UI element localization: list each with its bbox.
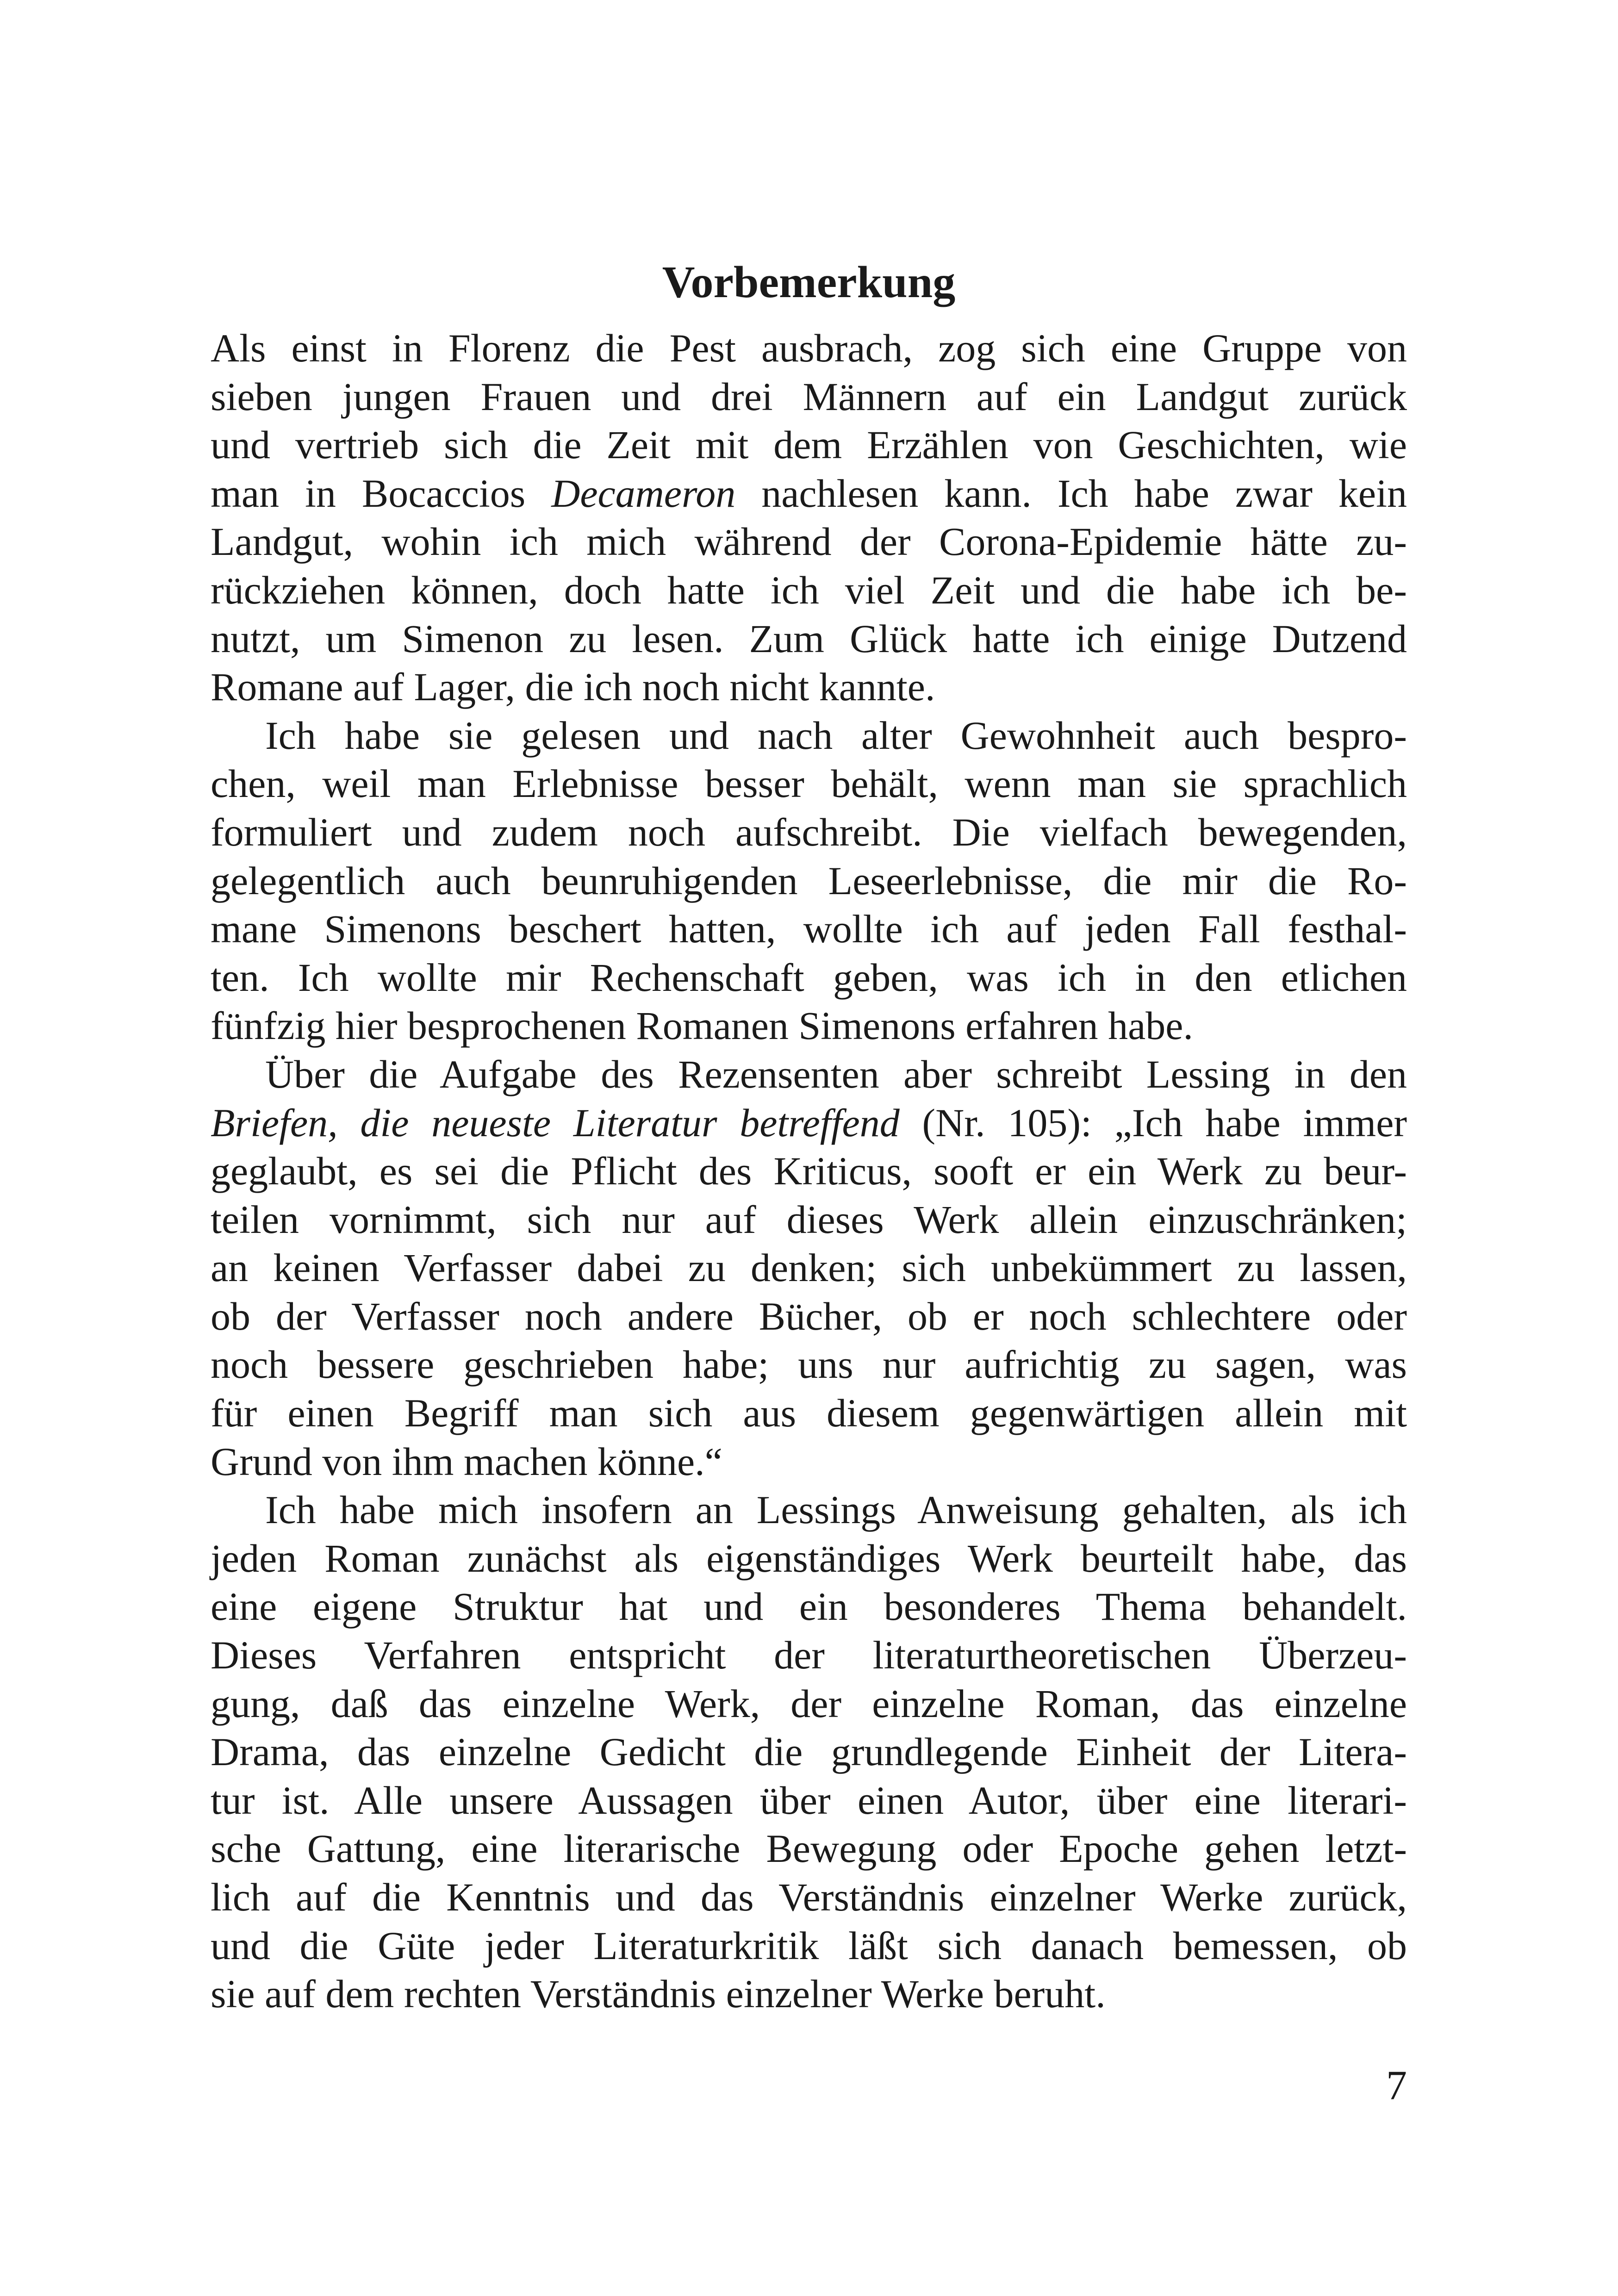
text-line: [211, 808, 1407, 857]
text-line: [211, 1728, 1407, 1776]
text-run: Ich habe mich insofern an Lessings Anweisung gehalten, als ich: [265, 1487, 1407, 1532]
text-line: [211, 663, 1407, 711]
text-line: [211, 1389, 1407, 1437]
text-run: ob der Verfasser noch andere Bücher, ob er noch schlechtere oder: [211, 1294, 1407, 1338]
text-run: gelegentlich auch beunruhigenden Leseerlebnisse, die mir die Ro-: [211, 858, 1407, 903]
text-line: [211, 1680, 1407, 1728]
text-line: [211, 1631, 1407, 1680]
text-line: [211, 421, 1407, 469]
text-line: [211, 953, 1407, 1002]
text-run: Ich habe sie gelesen und nach alter Gewohnheit auch bespro-: [265, 713, 1407, 758]
italic-text: Briefen, die neueste Literatur betreffend: [211, 1100, 900, 1145]
text-line: [211, 373, 1407, 421]
text-run: man in Bocaccios: [211, 471, 552, 516]
text-line: [211, 1970, 1407, 2018]
text-run: gung, daß das einzelne Werk, der einzelne Roman, das einzelne: [211, 1681, 1407, 1726]
text-run: formuliert und zudem noch aufschreibt. Die vielfach bewegenden,: [211, 809, 1407, 854]
body-text: [211, 324, 1407, 2018]
text-line: [211, 1534, 1407, 1583]
text-line: [211, 759, 1407, 808]
text-run: geglaubt, es sei die Pflicht des Kriticus, sooft er ein Werk zu beur-: [211, 1149, 1407, 1194]
text-line: [211, 1582, 1407, 1631]
text-run: noch bessere geschrieben habe; uns nur aufrichtig zu sagen, was: [211, 1342, 1407, 1387]
text-line: [211, 1873, 1407, 1922]
text-run: sche Gattung, eine literarische Bewegung oder Epoche gehen letzt-: [211, 1826, 1407, 1871]
text-line: [211, 1244, 1407, 1292]
text-run: (Nr. 105): „Ich habe immer: [899, 1100, 1407, 1145]
text-line: [211, 857, 1407, 905]
text-line: [211, 711, 1407, 760]
text-line: [211, 1486, 1407, 1534]
text-run: Als einst in Florenz die Pest ausbrach, zog sich eine Gruppe von: [211, 326, 1407, 370]
text-line: [211, 1195, 1407, 1244]
text-run: für einen Begriff man sich aus diesem gegenwärtigen allein mit: [211, 1391, 1407, 1436]
text-line: [211, 905, 1407, 953]
text-line: [211, 1002, 1407, 1050]
text-line: [211, 1340, 1407, 1389]
text-line: [211, 1776, 1407, 1825]
text-run: an keinen Verfasser dabei zu denken; sich unbekümmert zu lassen,: [211, 1245, 1407, 1290]
text-line: [211, 517, 1407, 566]
text-run: eine eigene Struktur hat und ein besonderes Thema behandelt.: [211, 1584, 1407, 1629]
text-line: [211, 324, 1407, 373]
text-line: [211, 1824, 1407, 1873]
text-run: chen, weil man Erlebnisse besser behält, wenn man sie sprachlich: [211, 761, 1407, 806]
text-run: Drama, das einzelne Gedicht die grundlegende Einheit der Litera-: [211, 1730, 1407, 1774]
text-run: sie auf dem rechten Verständnis einzelner Werke beruht.: [211, 1972, 1106, 2016]
text-run: nutzt, um Simenon zu lesen. Zum Glück hatte ich einige Dutzend: [211, 616, 1407, 661]
text-run: Dieses Verfahren entspricht der literaturtheoretischen Überzeu-: [211, 1633, 1407, 1678]
text-run: sieben jungen Frauen und drei Männern auf ein Landgut zurück: [211, 374, 1407, 419]
text-run: jeden Roman zunächst als eigenständiges Werk beurteilt habe, das: [211, 1536, 1407, 1580]
text-line: [211, 1292, 1407, 1341]
text-run: lich auf die Kenntnis und das Verständnis einzelner Werke zurück,: [211, 1875, 1407, 1919]
text-run: Grund von ihm machen könne.“: [211, 1439, 722, 1484]
text-run: nachlesen kann. Ich habe zwar kein: [735, 471, 1407, 516]
text-run: teilen vornimmt, sich nur auf dieses Werk allein einzuschränken;: [211, 1197, 1407, 1242]
text-run: Über die Aufgabe des Rezensenten aber schreibt Lessing in den: [265, 1052, 1407, 1096]
text-line: [211, 469, 1407, 518]
text-run: Romane auf Lager, die ich noch nicht kannte.: [211, 665, 935, 709]
text-run: ten. Ich wollte mir Rechenschaft geben, was ich in den etlichen: [211, 955, 1407, 1000]
text-run: rückziehen können, doch hatte ich viel Zeit und die habe ich be-: [211, 567, 1407, 612]
text-line: [211, 566, 1407, 615]
page-number: 7: [1386, 2063, 1407, 2109]
text-line: [211, 1437, 1407, 1486]
text-run: tur ist. Alle unsere Aussagen über einen Autor, über eine literari-: [211, 1778, 1407, 1823]
italic-text: Decameron: [551, 471, 736, 516]
text-run: mane Simenons beschert hatten, wollte ich auf jeden Fall festhal-: [211, 907, 1407, 952]
chapter-heading: Vorbemerkung: [662, 257, 956, 307]
text-line: [211, 1922, 1407, 1970]
text-run: und vertrieb sich die Zeit mit dem Erzählen von Geschichten, wie: [211, 423, 1407, 467]
text-line: [211, 1099, 1407, 1147]
text-run: fünfzig hier besprochenen Romanen Simenons erfahren habe.: [211, 1003, 1193, 1048]
text-line: [211, 1050, 1407, 1099]
text-line: [211, 615, 1407, 663]
text-run: und die Güte jeder Literaturkritik läßt sich danach bemessen, ob: [211, 1923, 1407, 1968]
text-line: [211, 1147, 1407, 1195]
text-run: Landgut, wohin ich mich während der Corona-Epidemie hätte zu-: [211, 519, 1407, 564]
